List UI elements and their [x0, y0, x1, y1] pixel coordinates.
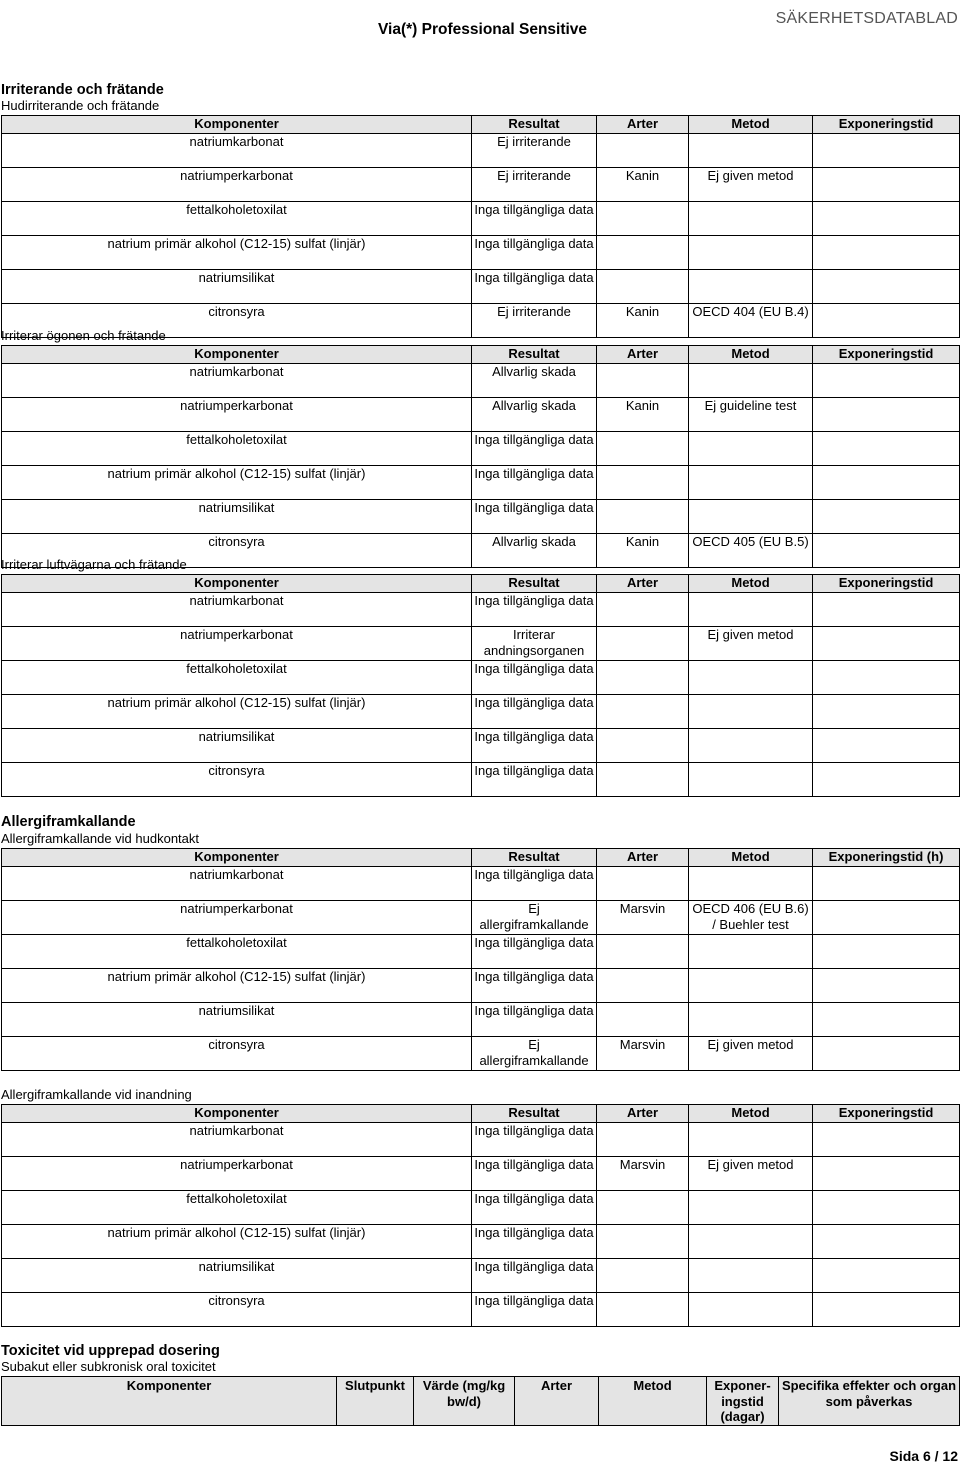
column-header: Exponer- ingstid (dagar) — [707, 1377, 779, 1426]
table-row — [2, 363, 960, 397]
table-row — [2, 201, 960, 235]
table-row — [2, 1292, 960, 1326]
table-cell: Inga tillgängliga data — [472, 1224, 597, 1258]
table-cell — [689, 201, 813, 235]
column-header: Metod — [689, 346, 813, 364]
table-cell: Kanin — [597, 533, 689, 567]
table-cell — [813, 235, 960, 269]
table-row — [2, 1190, 960, 1224]
table-cell — [689, 762, 813, 796]
column-header: Specifika effekter och organ som påverkas — [779, 1377, 960, 1426]
column-header: Metod — [689, 1105, 813, 1123]
table-cell — [597, 499, 689, 533]
table-cell — [689, 592, 813, 626]
column-header: Komponenter — [2, 849, 472, 867]
table-cell: fettalkoholetoxilat — [2, 934, 472, 968]
table-row — [2, 465, 960, 499]
table-cell — [689, 968, 813, 1002]
table-cell — [813, 363, 960, 397]
table-cell: Inga tillgängliga data — [472, 968, 597, 1002]
table-cell — [689, 465, 813, 499]
table-row — [2, 167, 960, 201]
column-header: Slutpunkt — [337, 1377, 414, 1426]
table-cell: OECD 406 (EU B.6) / Buehler test — [689, 900, 813, 934]
table-cell — [597, 235, 689, 269]
table-row — [2, 269, 960, 303]
table-cell — [689, 133, 813, 167]
table-row — [2, 1224, 960, 1258]
table-cell — [597, 1190, 689, 1224]
column-header: Arter — [597, 346, 689, 364]
table-cell: natriumkarbonat — [2, 133, 472, 167]
column-header: Arter — [597, 849, 689, 867]
subtitle-skin-sensitization: Allergiframkallande vid hudkontakt — [1, 831, 199, 846]
column-header: Komponenter — [2, 346, 472, 364]
table-cell: natriumsilikat — [2, 728, 472, 762]
table-cell: OECD 405 (EU B.5) — [689, 533, 813, 567]
table-cell: OECD 404 (EU B.4) — [689, 303, 813, 337]
table-cell — [813, 1036, 960, 1070]
column-header: Arter — [597, 116, 689, 134]
table-cell: Allvarlig skada — [472, 397, 597, 431]
table-cell — [689, 866, 813, 900]
table-cell: natriumkarbonat — [2, 1122, 472, 1156]
table-cell — [597, 968, 689, 1002]
column-header: Resultat — [472, 346, 597, 364]
table-cell: Ej given metod — [689, 626, 813, 660]
table-cell: natrium primär alkohol (C12-15) sulfat (linjär) — [2, 968, 472, 1002]
table-cell — [597, 626, 689, 660]
table-row — [2, 397, 960, 431]
table-cell: Allvarlig skada — [472, 363, 597, 397]
page-header — [0, 6, 960, 46]
table-row — [2, 934, 960, 968]
table-cell: Inga tillgängliga data — [472, 728, 597, 762]
table-cell: natrium primär alkohol (C12-15) sulfat (linjär) — [2, 465, 472, 499]
table-cell — [813, 900, 960, 934]
table-cell: natrium primär alkohol (C12-15) sulfat (linjär) — [2, 694, 472, 728]
table-cell: natriumsilikat — [2, 269, 472, 303]
column-header: Metod — [689, 849, 813, 867]
table-cell — [813, 728, 960, 762]
table-cell — [689, 431, 813, 465]
table-row — [2, 592, 960, 626]
table-cell — [597, 465, 689, 499]
table-cell: Kanin — [597, 397, 689, 431]
page-number: Sida 6 / 12 — [889, 1448, 958, 1464]
table-cell: natrium primär alkohol (C12-15) sulfat (linjär) — [2, 235, 472, 269]
table-row — [2, 626, 960, 660]
column-header: Exponeringstid — [813, 1105, 960, 1123]
table-cell: Inga tillgängliga data — [472, 431, 597, 465]
table-cell — [813, 968, 960, 1002]
table-cell — [689, 363, 813, 397]
table-cell: fettalkoholetoxilat — [2, 431, 472, 465]
table-cell — [813, 694, 960, 728]
column-header: Arter — [597, 575, 689, 593]
table-cell: natriumperkarbonat — [2, 900, 472, 934]
column-header: Komponenter — [2, 1105, 472, 1123]
table-cell — [813, 592, 960, 626]
table-cell — [597, 1292, 689, 1326]
table-row — [2, 762, 960, 796]
table-cell — [597, 1122, 689, 1156]
table-inhalation-sensitization — [1, 1104, 960, 1327]
table-row — [2, 900, 960, 934]
table-cell: Ej irriterande — [472, 133, 597, 167]
column-header: Komponenter — [2, 116, 472, 134]
table-cell: Inga tillgängliga data — [472, 592, 597, 626]
table-oral-toxicity — [1, 1376, 960, 1426]
column-header: Resultat — [472, 116, 597, 134]
subtitle-eye-irritation: Irriterar ögonen och frätande — [1, 328, 166, 343]
table-cell: natriumsilikat — [2, 1258, 472, 1292]
table-cell: Ej allergiframkallande — [472, 1036, 597, 1070]
table-cell: citronsyra — [2, 533, 472, 567]
column-header: Metod — [689, 575, 813, 593]
table-cell — [813, 762, 960, 796]
table-cell — [597, 1002, 689, 1036]
table-cell — [597, 1258, 689, 1292]
column-header: Exponeringstid (h) — [813, 849, 960, 867]
column-header: Resultat — [472, 575, 597, 593]
table-cell: Ej guideline test — [689, 397, 813, 431]
table-cell — [813, 660, 960, 694]
table-cell — [813, 133, 960, 167]
table-cell — [689, 660, 813, 694]
table-row — [2, 235, 960, 269]
table-cell: citronsyra — [2, 762, 472, 796]
table-cell — [597, 592, 689, 626]
table-cell: Inga tillgängliga data — [472, 499, 597, 533]
table-cell — [689, 1292, 813, 1326]
table-cell: citronsyra — [2, 1292, 472, 1326]
table-cell: Inga tillgängliga data — [472, 201, 597, 235]
table-cell: Marsvin — [597, 900, 689, 934]
table-cell: Irriterar andningsorganen — [472, 626, 597, 660]
table-row — [2, 431, 960, 465]
table-row — [2, 694, 960, 728]
table-cell — [597, 133, 689, 167]
column-header: Värde (mg/kg bw/d) — [414, 1377, 515, 1426]
table-cell — [813, 1156, 960, 1190]
column-header: Metod — [599, 1377, 707, 1426]
table-row — [2, 1258, 960, 1292]
table-cell: Inga tillgängliga data — [472, 694, 597, 728]
table-cell: Inga tillgängliga data — [472, 1002, 597, 1036]
table-cell — [813, 1224, 960, 1258]
subtitle-skin-irritation: Hudirriterande och frätande — [1, 98, 160, 113]
table-cell: Inga tillgängliga data — [472, 1292, 597, 1326]
table-cell — [689, 934, 813, 968]
table-cell: natriumperkarbonat — [2, 397, 472, 431]
table-cell — [689, 1002, 813, 1036]
table-cell — [813, 1002, 960, 1036]
table-cell: Inga tillgängliga data — [472, 660, 597, 694]
table-cell — [597, 363, 689, 397]
table-cell: Ej given metod — [689, 167, 813, 201]
table-cell — [689, 694, 813, 728]
column-header: Exponeringstid — [813, 346, 960, 364]
table-cell — [813, 626, 960, 660]
table-cell — [597, 762, 689, 796]
table-cell: Marsvin — [597, 1156, 689, 1190]
table-cell: Inga tillgängliga data — [472, 1122, 597, 1156]
table-cell — [813, 934, 960, 968]
table-row — [2, 1122, 960, 1156]
table-cell: natriumkarbonat — [2, 592, 472, 626]
table-eye-irritation — [1, 345, 960, 568]
table-cell — [813, 1292, 960, 1326]
table-row — [2, 968, 960, 1002]
table-cell — [813, 499, 960, 533]
table-cell: natriumsilikat — [2, 499, 472, 533]
table-row — [2, 133, 960, 167]
table-cell — [689, 499, 813, 533]
column-header: Arter — [515, 1377, 599, 1426]
table-cell — [689, 269, 813, 303]
table-row — [2, 1156, 960, 1190]
column-header: Metod — [689, 116, 813, 134]
table-cell — [813, 866, 960, 900]
table-row — [2, 866, 960, 900]
table-cell — [597, 934, 689, 968]
table-cell: natriumperkarbonat — [2, 626, 472, 660]
table-cell: Inga tillgängliga data — [472, 762, 597, 796]
table-cell: Ej given metod — [689, 1036, 813, 1070]
column-header: Komponenter — [2, 575, 472, 593]
table-cell — [597, 694, 689, 728]
table-cell: natriumkarbonat — [2, 866, 472, 900]
table-cell — [813, 533, 960, 567]
table-cell: Ej irriterande — [472, 303, 597, 337]
table-cell: Ej allergiframkallande — [472, 900, 597, 934]
column-header: Exponeringstid — [813, 575, 960, 593]
column-header: Arter — [597, 1105, 689, 1123]
section-title-irritation: Irriterande och frätande — [1, 82, 164, 98]
table-cell: fettalkoholetoxilat — [2, 201, 472, 235]
table-cell: natriumperkarbonat — [2, 167, 472, 201]
subtitle-respiratory-irritation: Irriterar luftvägarna och frätande — [1, 557, 187, 572]
table-cell: Inga tillgängliga data — [472, 934, 597, 968]
table-row — [2, 660, 960, 694]
subtitle-inhalation-sensitization: Allergiframkallande vid inandning — [1, 1087, 192, 1102]
table-cell — [597, 1224, 689, 1258]
table-cell — [813, 303, 960, 337]
table-cell: Allvarlig skada — [472, 533, 597, 567]
table-skin-irritation — [1, 115, 960, 338]
document-type: SÄKERHETSDATABLAD — [775, 10, 958, 27]
table-respiratory-irritation — [1, 574, 960, 797]
table-cell: fettalkoholetoxilat — [2, 1190, 472, 1224]
table-cell — [813, 1122, 960, 1156]
subtitle-oral-toxicity: Subakut eller subkronisk oral toxicitet — [1, 1359, 216, 1374]
table-cell: Inga tillgängliga data — [472, 269, 597, 303]
table-row — [2, 499, 960, 533]
table-row — [2, 1036, 960, 1070]
table-cell: Inga tillgängliga data — [472, 465, 597, 499]
table-cell — [689, 1190, 813, 1224]
table-cell: Ej given metod — [689, 1156, 813, 1190]
table-cell — [813, 465, 960, 499]
table-cell — [813, 1190, 960, 1224]
table-cell: Kanin — [597, 303, 689, 337]
table-cell — [689, 1224, 813, 1258]
table-row — [2, 728, 960, 762]
table-cell — [813, 1258, 960, 1292]
table-cell — [813, 397, 960, 431]
table-cell: Ej irriterande — [472, 167, 597, 201]
table-cell — [813, 431, 960, 465]
table-cell — [597, 728, 689, 762]
table-cell — [689, 1122, 813, 1156]
column-header: Exponeringstid — [813, 116, 960, 134]
table-cell: Inga tillgängliga data — [472, 1156, 597, 1190]
table-cell — [597, 660, 689, 694]
table-cell: Inga tillgängliga data — [472, 1258, 597, 1292]
table-cell: Marsvin — [597, 1036, 689, 1070]
section-title-sensitization: Allergiframkallande — [1, 814, 136, 830]
table-cell: natrium primär alkohol (C12-15) sulfat (linjär) — [2, 1224, 472, 1258]
table-cell: citronsyra — [2, 1036, 472, 1070]
table-cell: Inga tillgängliga data — [472, 1190, 597, 1224]
table-row — [2, 1002, 960, 1036]
table-cell: citronsyra — [2, 303, 472, 337]
table-cell — [597, 269, 689, 303]
section-title-repeated-dose: Toxicitet vid upprepad dosering — [1, 1343, 220, 1359]
table-cell: natriumperkarbonat — [2, 1156, 472, 1190]
table-cell: fettalkoholetoxilat — [2, 660, 472, 694]
table-cell: natriumsilikat — [2, 1002, 472, 1036]
table-cell: Inga tillgängliga data — [472, 235, 597, 269]
table-cell — [597, 201, 689, 235]
table-cell — [597, 431, 689, 465]
table-cell: Kanin — [597, 167, 689, 201]
column-header: Resultat — [472, 1105, 597, 1123]
column-header: Komponenter — [2, 1377, 337, 1426]
table-cell — [597, 866, 689, 900]
table-cell: natriumkarbonat — [2, 363, 472, 397]
table-cell — [813, 201, 960, 235]
table-cell — [813, 167, 960, 201]
table-skin-sensitization — [1, 848, 960, 1071]
document-title: Via(*) Professional Sensitive — [378, 21, 588, 38]
table-cell — [689, 728, 813, 762]
table-cell — [813, 269, 960, 303]
column-header: Resultat — [472, 849, 597, 867]
table-cell — [689, 1258, 813, 1292]
table-cell: Inga tillgängliga data — [472, 866, 597, 900]
table-cell — [689, 235, 813, 269]
